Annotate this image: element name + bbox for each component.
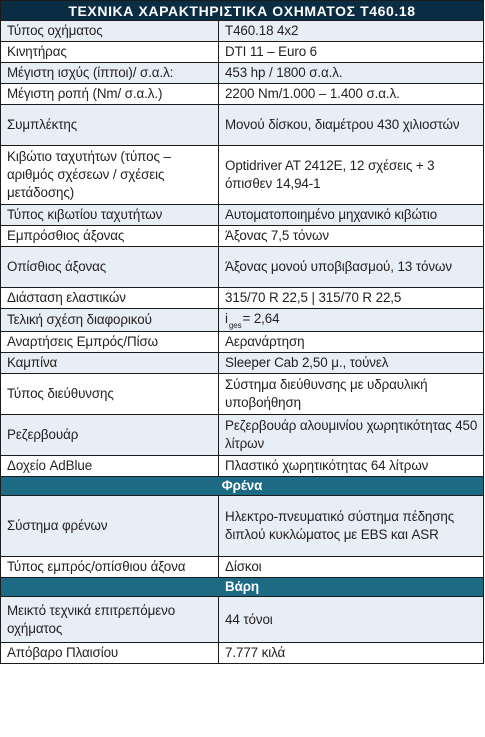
row-label: Τύπος διεύθυνσης (1, 374, 219, 415)
row-value: T460.18 4x2 (219, 21, 484, 42)
table-row (1, 374, 484, 415)
ratio-value: = 2,64 (242, 311, 280, 326)
table-row (1, 205, 484, 226)
row-value: 7.777 κιλά (219, 643, 484, 664)
table-row (1, 557, 484, 578)
table-row (1, 105, 484, 146)
table-row (1, 353, 484, 374)
row-value: 453 hp / 1800 σ.α.λ. (219, 63, 484, 84)
row-label: Διάσταση ελαστικών (1, 288, 219, 309)
table-title-row (1, 1, 484, 21)
table-row (1, 21, 484, 42)
row-value: 44 τόνοι (219, 597, 484, 643)
row-value: Δίσκοι (219, 557, 484, 578)
row-label: Τύπος κιβωτίου ταχυτήτων (1, 205, 219, 226)
row-label: Οπίσθιος άξονας (1, 247, 219, 288)
table-row (1, 496, 484, 557)
row-value (219, 309, 484, 332)
row-value: 315/70 R 22,5 | 315/70 R 22,5 (219, 288, 484, 309)
row-value: Optidriver AT 2412E, 12 σχέσεις + 3 όπισθεν 14,94-1 (219, 146, 484, 205)
table-row (1, 226, 484, 247)
row-value: Άξονας 7,5 τόνων (219, 226, 484, 247)
table-row (1, 332, 484, 353)
row-value: Μονού δίσκου, διαμέτρου 430 χιλιοστών (219, 105, 484, 146)
table-row (1, 288, 484, 309)
table-row (1, 309, 484, 332)
section-title-brakes: Φρένα (1, 477, 484, 496)
row-value: 2200 Nm/1.000 – 1.400 σ.α.λ. (219, 84, 484, 105)
row-label: Κιβώτιο ταχυτήτων (τύπος – αριθμός σχέσεων / σχέσεις μετάδοσης) (1, 146, 219, 205)
table-row (1, 146, 484, 205)
table-row (1, 84, 484, 105)
row-label: Μέγιστη ισχύς (ίπποι)/ σ.α.λ: (1, 63, 219, 84)
row-value: Sleeper Cab 2,50 μ., τούνελ (219, 353, 484, 374)
table-row (1, 42, 484, 63)
row-label: Δοχείο AdBlue (1, 456, 219, 477)
row-label: Καμπίνα (1, 353, 219, 374)
row-label: Τύπος οχήματος (1, 21, 219, 42)
row-label: Τύπος εμπρός/οπίσθιου άξονα (1, 557, 219, 578)
row-label: Εμπρόσθιος άξονας (1, 226, 219, 247)
row-value: Αυτοματοποιημένο μηχανικό κιβώτιο (219, 205, 484, 226)
row-value: DTI 11 – Euro 6 (219, 42, 484, 63)
row-label: Συμπλέκτης (1, 105, 219, 146)
row-value: Σύστημα διεύθυνσης με υδραυλική υποβοήθηση (219, 374, 484, 415)
table-title: ΤΕΧΝΙΚΑ ΧΑΡΑΚΤΗΡΙΣΤΙΚΑ ΟΧΗΜΑΤΟΣ Τ460.18 (1, 1, 484, 21)
section-title-weights: Βάρη (1, 578, 484, 597)
row-value: Αερανάρτηση (219, 332, 484, 353)
row-label: Κινητήρας (1, 42, 219, 63)
row-value: Πλαστικό χωρητικότητας 64 λίτρων (219, 456, 484, 477)
row-label: Σύστημα φρένων (1, 496, 219, 557)
row-label: Απόβαρο Πλαισίου (1, 643, 219, 664)
row-value: Άξονας μονού υποβιβασμού, 13 τόνων (219, 247, 484, 288)
section-row-brakes (1, 477, 484, 496)
ratio-symbol: i (225, 311, 228, 326)
table-row (1, 597, 484, 643)
table-row (1, 643, 484, 664)
ratio-subscript: ges (228, 321, 242, 330)
row-label: Μέγιστη ροπή (Nm/ σ.α.λ.) (1, 84, 219, 105)
row-label: Τελική σχέση διαφορικού (1, 309, 219, 332)
table-row (1, 456, 484, 477)
section-row-weights (1, 578, 484, 597)
row-label: Ρεζερβουάρ (1, 415, 219, 456)
table-row (1, 415, 484, 456)
table-row (1, 63, 484, 84)
table-row (1, 247, 484, 288)
row-value: Ηλεκτρο-πνευματικό σύστημα πέδησης διπλού κυκλώματος με EBS και ASR (219, 496, 484, 557)
row-value: Ρεζερβουάρ αλουμινίου χωρητικότητας 450 λίτρων (219, 415, 484, 456)
row-label: Μεικτό τεχνικά επιτρεπόμενο οχήματος (1, 597, 219, 643)
row-label: Αναρτήσεις Εμπρός/Πίσω (1, 332, 219, 353)
